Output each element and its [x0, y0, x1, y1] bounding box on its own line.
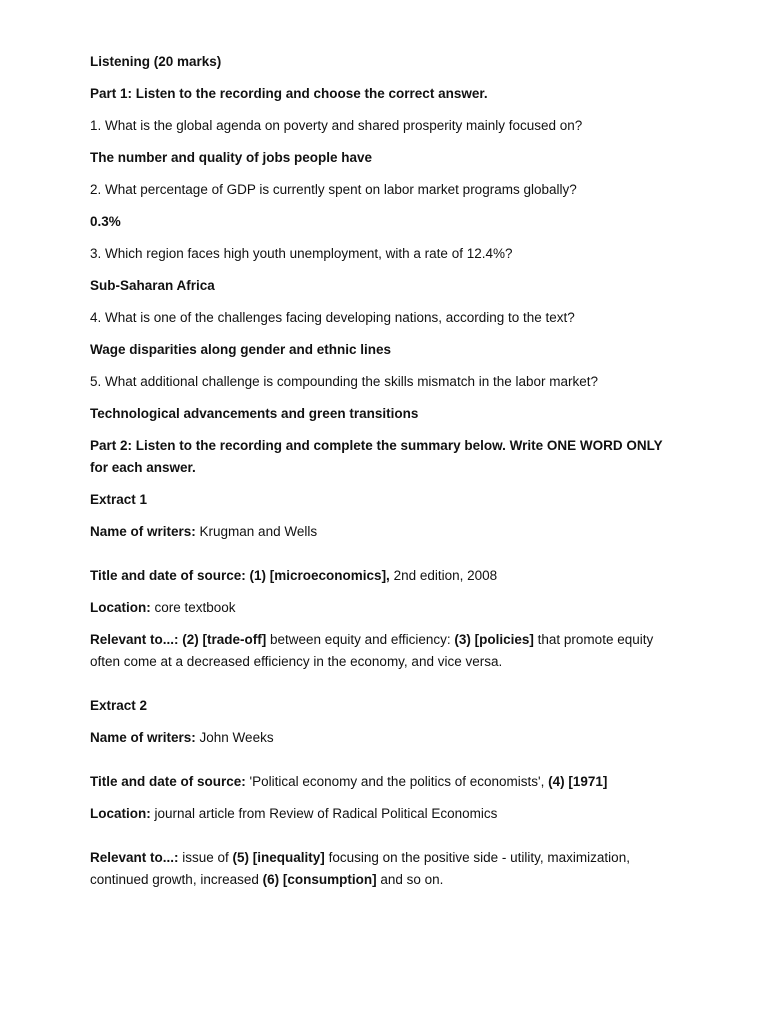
extract1-location	[90, 597, 682, 619]
question-3: 3. Which region faces high youth unemployment, with a rate of 12.4%?	[90, 246, 513, 261]
writers-label: Name of writers:	[90, 524, 196, 539]
relevant-label: Relevant to...:	[90, 632, 179, 647]
question-2: 2. What percentage of GDP is currently spent on labor market programs globally?	[90, 182, 577, 197]
extract2-writers	[90, 727, 682, 749]
location-value: journal article from Review of Radical Political Economics	[150, 806, 498, 821]
question-4: 4. What is one of the challenges facing developing nations, according to the text?	[90, 310, 575, 325]
extract2-location	[90, 803, 682, 825]
source-label: Title and date of source:	[90, 774, 246, 789]
relevant-label: Relevant to...:	[90, 850, 179, 865]
relevant-blank-2: (2) [trade-off]	[178, 632, 267, 647]
relevant-text: and so on.	[376, 872, 444, 887]
part2-instruction: Part 2: Listen to the recording and complete the summary below. Write ONE WORD ONLY for each answer.	[90, 438, 663, 475]
extract2-title: Extract 2	[90, 698, 148, 713]
relevant-text: between equity and efficiency:	[266, 632, 455, 647]
extract2-source	[90, 771, 682, 793]
relevant-blank-3: (3) [policies]	[454, 632, 534, 647]
part1-instruction: Part 1: Listen to the recording and choose the correct answer.	[90, 86, 488, 101]
source-rest: 2nd edition, 2008	[389, 568, 498, 583]
writers-value: John Weeks	[195, 730, 274, 745]
answer-5: Technological advancements and green transitions	[90, 406, 419, 421]
document-page	[90, 51, 682, 901]
writers-value: Krugman and Wells	[195, 524, 318, 539]
extract1-source	[90, 565, 682, 587]
question-1: 1. What is the global agenda on poverty and shared prosperity mainly focused on?	[90, 118, 583, 133]
relevant-blank-6: (6) [consumption]	[262, 872, 377, 887]
relevant-blank-5: (5) [inequality]	[232, 850, 325, 865]
location-label: Location:	[90, 600, 151, 615]
source-blank-1: (1) [microeconomics],	[245, 568, 390, 583]
relevant-text: focusing on the positive side - utility, maximization, continued growth, increased	[90, 850, 630, 887]
relevant-text: that promote equity often come at a decreased efficiency in the economy, and vice versa.	[90, 632, 654, 669]
source-blank-4: (4) [1971]	[548, 774, 608, 789]
question-5: 5. What additional challenge is compounding the skills mismatch in the labor market?	[90, 374, 599, 389]
answer-4: Wage disparities along gender and ethnic lines	[90, 342, 392, 357]
source-text: 'Political economy and the politics of economists',	[245, 774, 549, 789]
location-value: core textbook	[150, 600, 236, 615]
answer-1: The number and quality of jobs people have	[90, 150, 373, 165]
source-label: Title and date of source:	[90, 568, 246, 583]
relevant-text: issue of	[178, 850, 233, 865]
extract1-writers	[90, 521, 682, 543]
location-label: Location:	[90, 806, 151, 821]
extract2-relevant	[90, 847, 682, 891]
writers-label: Name of writers:	[90, 730, 196, 745]
answer-3: Sub-Saharan Africa	[90, 278, 215, 293]
extract1-title: Extract 1	[90, 492, 148, 507]
extract1-relevant	[90, 629, 682, 673]
answer-2: 0.3%	[90, 214, 121, 229]
section-heading: Listening (20 marks)	[90, 54, 222, 69]
